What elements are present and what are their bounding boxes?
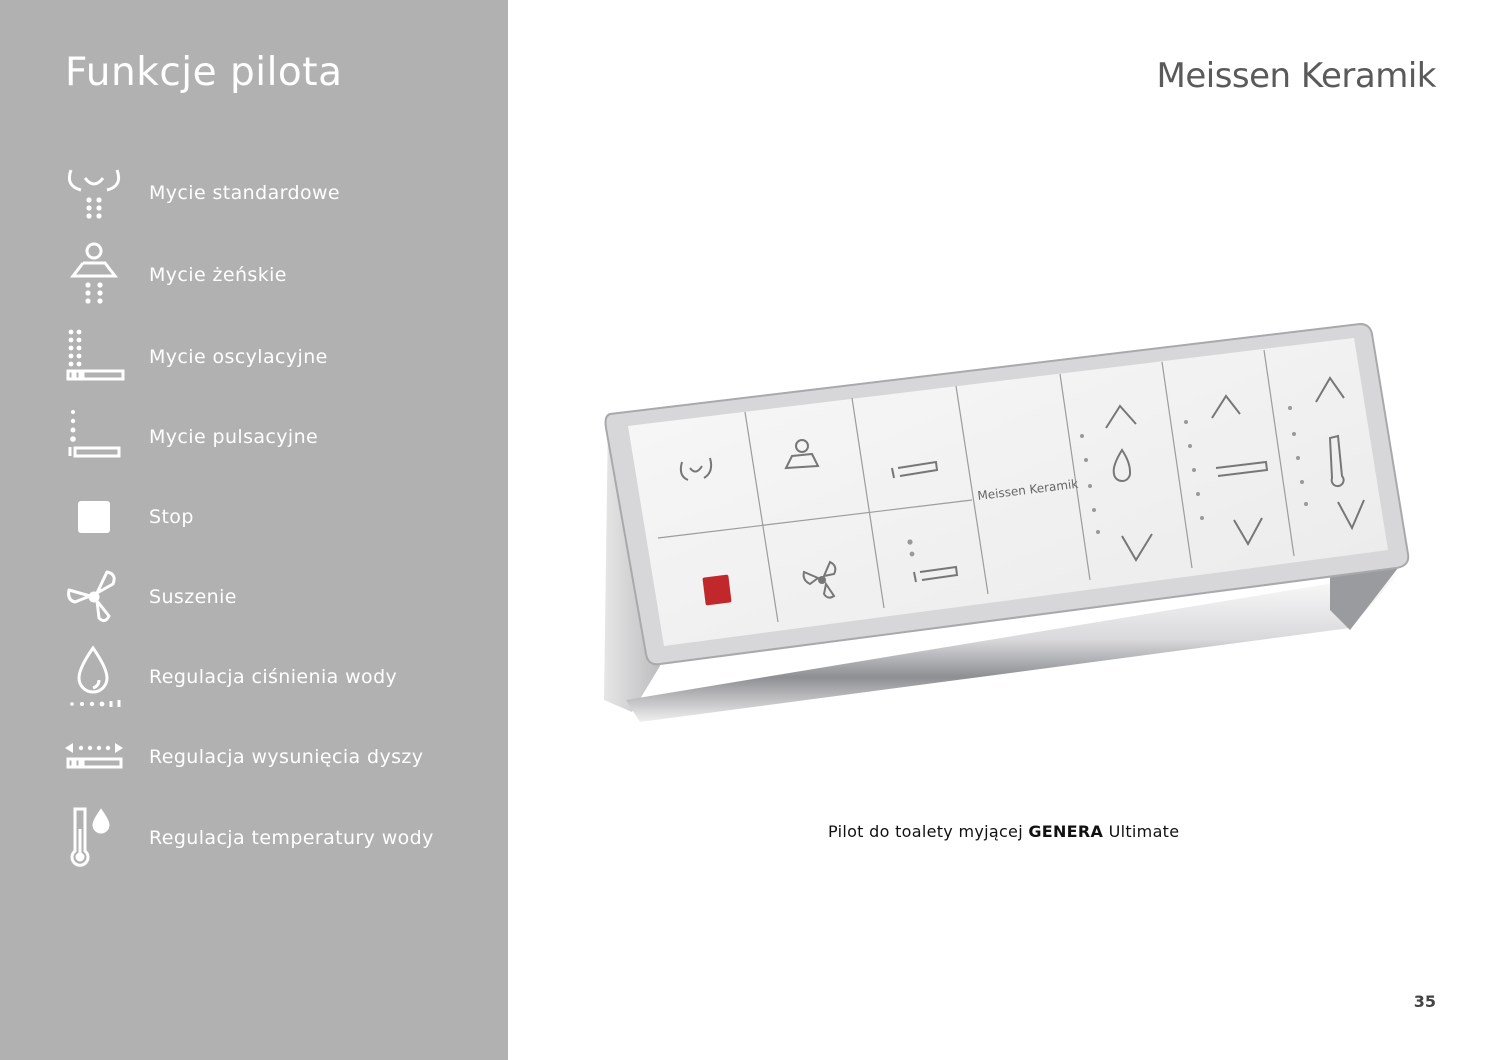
feature-label: Regulacja temperatury wody (149, 827, 434, 849)
drying-fan-icon (60, 563, 128, 631)
feature-label: Mycie żeńskie (149, 264, 287, 286)
feature-label: Mycie pulsacyjne (149, 426, 319, 448)
feature-item-oscillating-wash (60, 322, 500, 392)
feature-label: Suszenie (149, 586, 237, 608)
feature-item-stop (60, 482, 500, 552)
feature-label: Regulacja ciśnienia wody (149, 666, 398, 688)
pulsating-wash-icon (60, 403, 128, 471)
feature-item-feminine-wash (60, 240, 500, 310)
image-caption (828, 822, 1179, 841)
feature-item-pulsating-wash (60, 402, 500, 472)
feature-label: Mycie oscylacyjne (149, 346, 328, 368)
caption-suffix: Ultimate (1103, 822, 1180, 841)
standard-wash-icon (60, 159, 128, 227)
feature-item-standard-wash (60, 158, 500, 228)
feminine-wash-icon (60, 241, 128, 309)
nozzle-position-icon (60, 723, 128, 791)
remote-control-drawing (590, 310, 1430, 740)
remote-control-image (590, 310, 1430, 740)
water-pressure-icon (60, 643, 128, 711)
feature-label: Regulacja wysunięcia dyszy (149, 746, 424, 768)
feature-label: Stop (149, 506, 194, 528)
water-temperature-icon (60, 804, 128, 872)
page-number: 35 (1413, 992, 1436, 1011)
brand-logo: Meissen Keramik (1156, 56, 1436, 96)
sidebar (0, 0, 508, 1060)
sidebar-title: Funkcje pilota (65, 50, 343, 95)
caption-model: GENERA (1028, 822, 1104, 841)
feature-item-nozzle-position (60, 722, 500, 792)
feature-item-drying (60, 562, 500, 632)
oscillating-wash-icon (60, 323, 128, 391)
remote-brand-label: Meissen Keramik (976, 476, 1079, 503)
stop-icon (60, 483, 128, 551)
feature-item-water-pressure (60, 642, 500, 712)
feature-item-water-temperature (60, 803, 500, 873)
feature-label: Mycie standardowe (149, 182, 341, 204)
remote-stop-button-drawing (702, 575, 731, 606)
caption-prefix: Pilot do toalety myjącej (828, 822, 1029, 841)
